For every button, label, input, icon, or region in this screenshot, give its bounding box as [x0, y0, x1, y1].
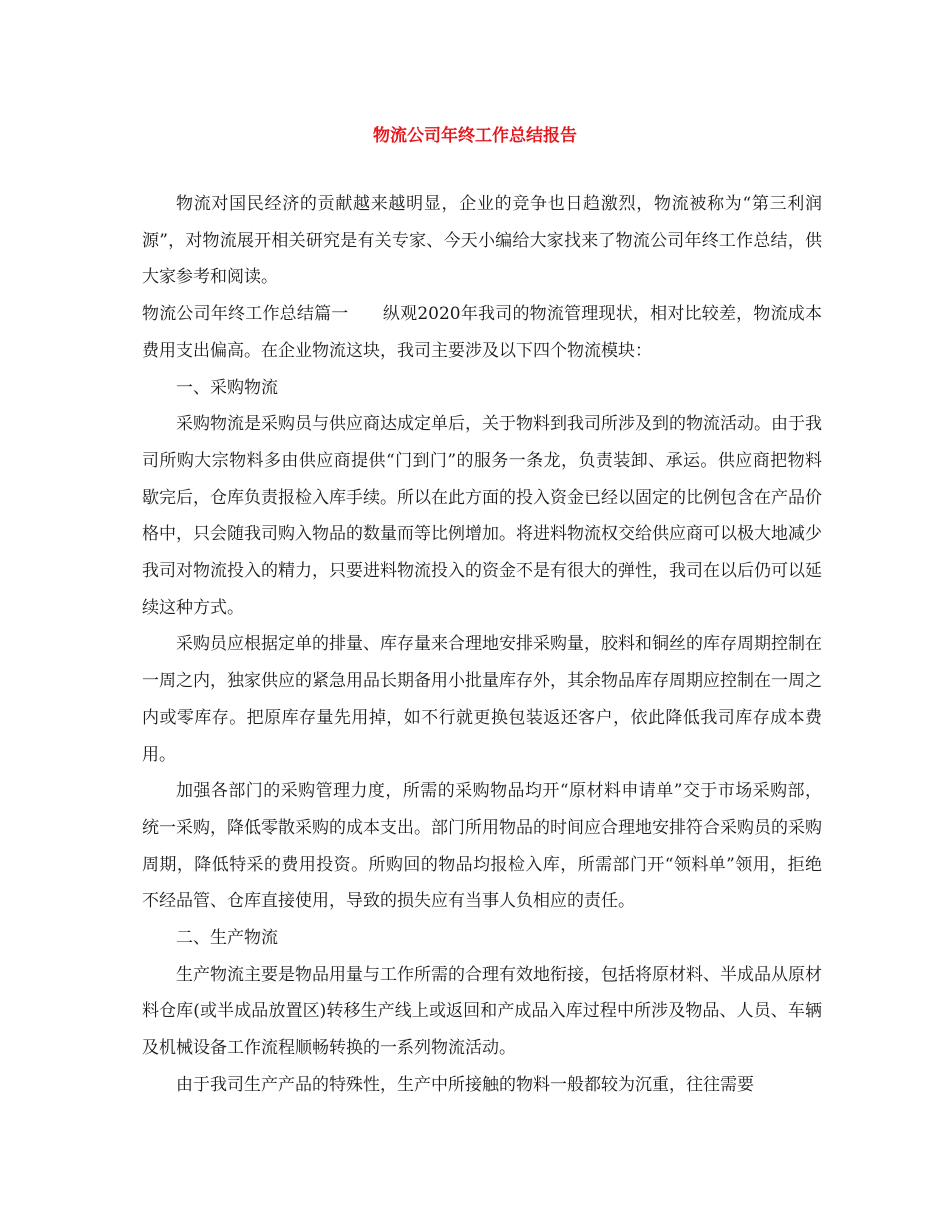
paragraph-intro: 物流对国民经济的贡献越来越明显，企业的竞争也日趋激烈，物流被称为“第三利润源”，对物流展开相关研究是有关专家、今天小编给大家找来了物流公司年终工作总结，供大家参考和阅读。 — [142, 194, 822, 288]
heading-procurement-logistics: 一、采购物流 — [176, 377, 278, 398]
paragraph-section-one-lead: 物流公司年终工作总结篇一 纵观2020年我司的物流管理现状，相对比较差，物流成本费用支出偏高。在企业物流这块，我司主要涉及以下四个物流模块： — [142, 304, 822, 361]
paragraph-production-2: 由于我司生产产品的特殊性，生产中所接触的物料一般都较为沉重，往往需要 — [176, 1074, 754, 1095]
paragraph-procurement-1: 采购物流是采购员与供应商达成定单后，关于物料到我司所涉及到的物流活动。由于我司所购大宗物料多由供应商提供“门到门”的服务一条龙，负责装卸、承运。供应商把物料歇完后，仓库负责报检入库手续。所以在此方面的投入资金已经以固定的比例包含在产品价格中，只会随我司购入物品的数量而等比例增加。将进料物流权交给供应商可以极大地减少我司对物流投入的精力，只要进料物流投入的资金不是有很大的弹性，我司在以后仍可以延续这种方式。 — [142, 414, 822, 618]
document-body — [142, 186, 822, 1104]
paragraph-procurement-3: 加强各部门的采购管理力度，所需的采购物品均开“原材料申请单”交于市场采购部，统一采购，降低零散采购的成本支出。部门所用物品的时间应合理地安排符合采购员的采购周期，降低特采的费用投资。所购回的物品均报检入库，所需部门开“领料单”领用，拒绝不经品管、仓库直接使用，导致的损失应有当事人负相应的责任。 — [142, 781, 822, 912]
heading-production-logistics: 二、生产物流 — [176, 928, 278, 949]
paragraph-production-1: 生产物流主要是物品用量与工作所需的合理有效地衔接，包括将原材料、半成品从原材料仓库(或半成品放置区)转移生产线上或返回和产成品入库过程中所涉及物品、人员、车辆及机械设备工作流程顺畅转换的一系列物流活动。 — [142, 964, 822, 1059]
document-title: 物流公司年终工作总结报告 — [373, 126, 577, 146]
paragraph-procurement-2: 采购员应根据定单的排量、库存量来合理地安排采购量，胶料和铜丝的库存周期控制在一周之内，独家供应的紧急用品长期备用小批量库存外，其余物品库存周期应控制在一周之内或零库存。把原库存量先用掉，如不行就更换包装返还客户，依此降低我司库存成本费用。 — [142, 634, 822, 765]
